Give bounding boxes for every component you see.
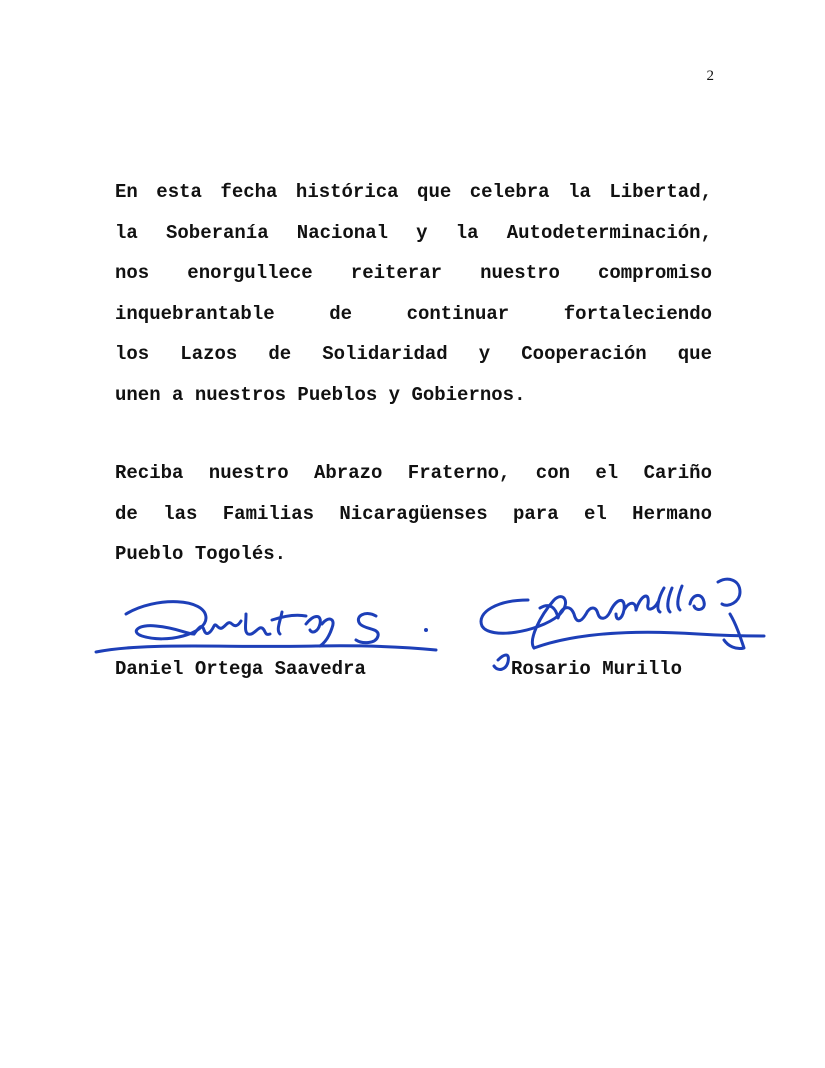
paragraph-line: Pueblo Togolés. bbox=[115, 543, 287, 565]
paragraph-line: inquebrantable de continuar fortaleciendo bbox=[115, 302, 712, 325]
paragraph-line: En esta fecha histórica que celebra la Libertad, bbox=[115, 181, 712, 203]
paragraph-line: los Lazos de Solidaridad y Cooperación que bbox=[115, 343, 712, 365]
paragraph-line: nos enorgullece reiterar nuestro compromiso bbox=[115, 262, 712, 284]
signatory-name-ortega: Daniel Ortega Saavedra bbox=[115, 658, 366, 680]
paragraph-greeting bbox=[115, 453, 712, 575]
ortega-signature bbox=[86, 590, 446, 664]
signatory-name-murillo: Rosario Murillo bbox=[511, 658, 683, 680]
paragraph-line: Reciba nuestro Abrazo Fraterno, con el Cariño bbox=[115, 462, 712, 484]
page-number: 2 bbox=[706, 68, 714, 84]
paragraph-celebration bbox=[115, 172, 712, 415]
paragraph-line: de las Familias Nicaragüenses para el Hermano bbox=[115, 502, 712, 525]
paragraph-line: la Soberanía Nacional y la Autodeterminación, bbox=[115, 221, 712, 244]
paragraph-line: unen a nuestros Pueblos y Gobiernos. bbox=[115, 383, 526, 406]
